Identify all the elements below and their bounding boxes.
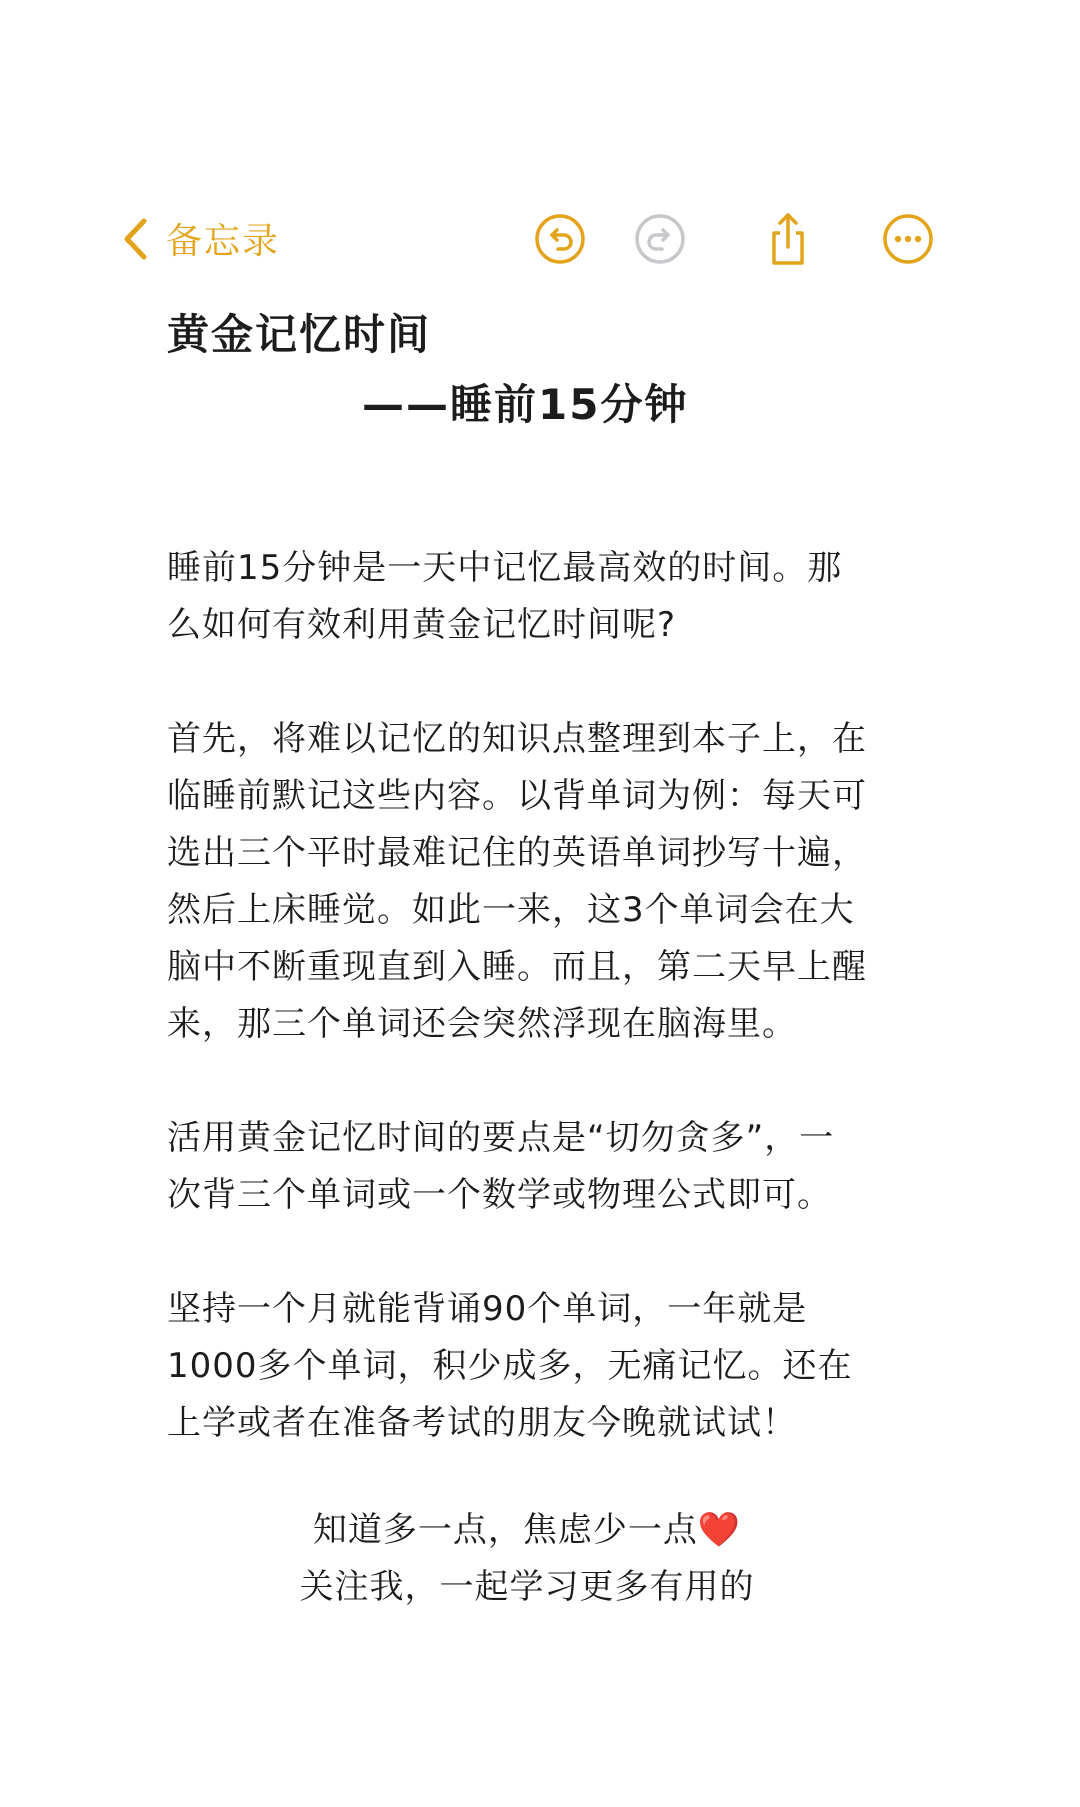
- chevron-left-icon: [122, 217, 148, 261]
- note-subtitle: ——睡前15分钟: [362, 380, 689, 429]
- note-title: 黄金记忆时间: [167, 310, 432, 359]
- more-icon[interactable]: [880, 211, 936, 267]
- note-body[interactable]: [167, 300, 927, 1616]
- paragraph-1: [167, 540, 927, 654]
- back-button[interactable]: [122, 213, 280, 264]
- text-line: 么如何有效利用黄金记忆时间呢?: [167, 605, 677, 645]
- text-line: 来，那三个单词还会突然浮现在脑海里。: [167, 1004, 797, 1044]
- text-line: 选出三个平时最难记住的英语单词抄写十遍，: [167, 833, 867, 873]
- text-line: 临睡前默记这些内容。以背单词为例：每天可: [167, 776, 867, 816]
- closing-line-1: [167, 1502, 887, 1559]
- heart-icon: ❤️: [697, 1510, 742, 1550]
- closing-text: 知道多一点，焦虑少一点: [312, 1510, 698, 1550]
- text-line: 睡前15分钟是一天中记忆最高效的时间。那: [167, 548, 843, 588]
- text-line: 活用黄金记忆时间的要点是“切勿贪多”，一: [167, 1118, 835, 1158]
- text-line: 上学或者在准备考试的朋友今晚就试试！: [167, 1403, 797, 1443]
- paragraph-3: [167, 1110, 927, 1224]
- paragraph-2: [167, 711, 927, 1053]
- paragraph-4: [167, 1281, 927, 1452]
- closing-line-2: 关注我，一起学习更多有用的: [299, 1567, 755, 1607]
- undo-icon[interactable]: [532, 211, 588, 267]
- text-line: 然后上床睡觉。如此一来，这3个单词会在大: [167, 890, 855, 930]
- text-line: 坚持一个月就能背诵90个单词，一年就是: [167, 1289, 808, 1329]
- text-line: 1000多个单词，积少成多，无痛记忆。还在: [167, 1346, 853, 1386]
- text-line: 首先，将难以记忆的知识点整理到本子上，在: [167, 719, 867, 759]
- share-icon[interactable]: [760, 211, 816, 267]
- nav-bar: [0, 205, 1080, 275]
- text-line: 脑中不断重现直到入睡。而且，第二天早上醒: [167, 947, 867, 987]
- back-label: 备忘录: [166, 221, 281, 262]
- text-line: 次背三个单词或一个数学或物理公式即可。: [167, 1175, 832, 1215]
- redo-icon[interactable]: [632, 211, 688, 267]
